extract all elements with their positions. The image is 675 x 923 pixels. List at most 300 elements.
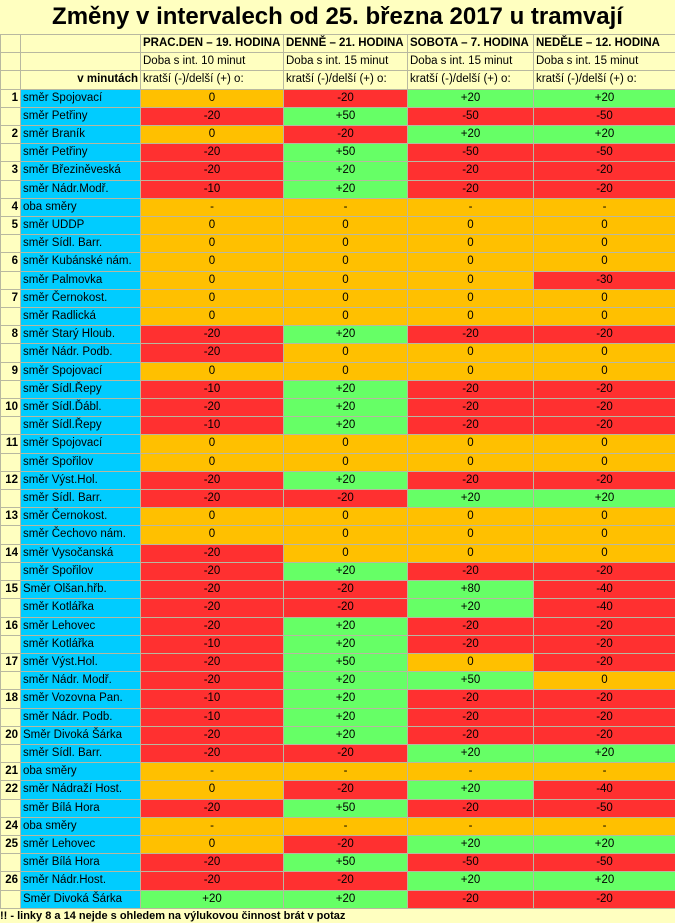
change-cell: 0: [408, 653, 534, 671]
direction-cell: oba směry: [21, 817, 141, 835]
direction-cell: směr Spořilov: [21, 453, 141, 471]
table-row: [1, 526, 675, 544]
change-cell: -: [534, 198, 675, 216]
line-number: [1, 562, 21, 580]
direction-cell: směr Bílá Hora: [21, 799, 141, 817]
header-row-interval: [1, 53, 675, 71]
direction-cell: směr Braník: [21, 126, 141, 144]
change-cell: -20: [141, 471, 284, 489]
change-cell: +20: [284, 708, 408, 726]
table-row: [1, 690, 675, 708]
change-cell: 0: [408, 544, 534, 562]
change-cell: -: [408, 198, 534, 216]
table-row: [1, 253, 675, 271]
change-cell: 0: [141, 89, 284, 107]
table-row: [1, 198, 675, 216]
table-row: [1, 289, 675, 307]
change-cell: -20: [534, 380, 675, 398]
direction-cell: směr Lehovec: [21, 617, 141, 635]
change-cell: 0: [534, 289, 675, 307]
change-cell: -20: [141, 107, 284, 125]
direction-cell: Směr Divoká Šárka: [21, 890, 141, 908]
change-cell: 0: [141, 453, 284, 471]
table-row: [1, 581, 675, 599]
change-cell: -20: [141, 854, 284, 872]
change-cell: -20: [408, 399, 534, 417]
change-cell: 0: [141, 362, 284, 380]
change-cell: +20: [534, 744, 675, 762]
change-cell: -20: [534, 326, 675, 344]
change-cell: 0: [141, 781, 284, 799]
line-number: 17: [1, 653, 21, 671]
line-number: [1, 380, 21, 398]
change-cell: 0: [284, 544, 408, 562]
change-cell: -20: [408, 326, 534, 344]
header-interval: Doba s int. 15 minut: [534, 53, 675, 71]
change-cell: -20: [284, 599, 408, 617]
change-cell: +20: [284, 726, 408, 744]
change-cell: -40: [534, 599, 675, 617]
change-cell: -20: [408, 417, 534, 435]
change-cell: -50: [534, 854, 675, 872]
line-number: [1, 890, 21, 908]
direction-cell: směr Březiněveská: [21, 162, 141, 180]
direction-cell: směr Bílá Hora: [21, 854, 141, 872]
direction-cell: směr Nádr. Modř.: [21, 672, 141, 690]
change-cell: -20: [141, 672, 284, 690]
line-number: 4: [1, 198, 21, 216]
line-number: 11: [1, 435, 21, 453]
change-cell: 0: [534, 544, 675, 562]
line-number: [1, 799, 21, 817]
table-row: [1, 217, 675, 235]
table-row: [1, 362, 675, 380]
table-row: [1, 89, 675, 107]
units-label: v minutách: [21, 71, 141, 89]
change-cell: -: [141, 817, 284, 835]
direction-cell: směr Radlická: [21, 308, 141, 326]
change-cell: -40: [534, 781, 675, 799]
line-number: 9: [1, 362, 21, 380]
header-interval: Doba s int. 15 minut: [408, 53, 534, 71]
line-number: 22: [1, 781, 21, 799]
change-cell: 0: [534, 672, 675, 690]
change-cell: 0: [534, 362, 675, 380]
change-cell: -20: [284, 781, 408, 799]
change-cell: 0: [141, 835, 284, 853]
change-cell: -20: [534, 635, 675, 653]
table-row: [1, 453, 675, 471]
change-cell: -20: [408, 180, 534, 198]
direction-cell: směr Nádr. Podb.: [21, 708, 141, 726]
line-number: 14: [1, 544, 21, 562]
direction-cell: směr Petřiny: [21, 144, 141, 162]
change-cell: 0: [408, 508, 534, 526]
line-number: 26: [1, 872, 21, 890]
table-row: [1, 726, 675, 744]
table-row: [1, 435, 675, 453]
change-cell: -20: [141, 872, 284, 890]
change-cell: +20: [284, 635, 408, 653]
change-cell: 0: [284, 308, 408, 326]
change-cell: 0: [408, 235, 534, 253]
direction-cell: směr Sídl.Řepy: [21, 417, 141, 435]
change-cell: -20: [141, 599, 284, 617]
header-interval: Doba s int. 15 minut: [284, 53, 408, 71]
page-title: Změny v intervalech od 25. března 2017 u tramvají: [0, 0, 675, 34]
change-cell: -20: [534, 417, 675, 435]
change-cell: -20: [534, 562, 675, 580]
change-cell: 0: [284, 344, 408, 362]
change-cell: -30: [534, 271, 675, 289]
change-cell: -20: [408, 471, 534, 489]
table-row: [1, 744, 675, 762]
change-cell: -50: [408, 854, 534, 872]
change-cell: +20: [534, 490, 675, 508]
change-cell: -: [284, 763, 408, 781]
header-change: kratší (-)/delší (+) o:: [284, 71, 408, 89]
change-cell: +20: [534, 835, 675, 853]
table-row: [1, 144, 675, 162]
line-number: [1, 672, 21, 690]
change-cell: -20: [408, 799, 534, 817]
change-cell: +20: [284, 326, 408, 344]
direction-cell: směr Vozovna Pan.: [21, 690, 141, 708]
line-number: 24: [1, 817, 21, 835]
change-cell: 0: [141, 271, 284, 289]
footer-note: !! - linky 8 a 14 nejde s ohledem na výlukovou činnost brát v potaz: [0, 909, 675, 923]
direction-cell: směr Nádr.Host.: [21, 872, 141, 890]
change-cell: +20: [534, 872, 675, 890]
change-cell: 0: [534, 344, 675, 362]
change-cell: -20: [141, 490, 284, 508]
table-row: [1, 471, 675, 489]
change-cell: +20: [284, 690, 408, 708]
change-cell: -10: [141, 180, 284, 198]
change-cell: -20: [141, 744, 284, 762]
direction-cell: oba směry: [21, 763, 141, 781]
table-row: [1, 781, 675, 799]
direction-cell: směr Palmovka: [21, 271, 141, 289]
change-cell: +20: [408, 835, 534, 853]
line-number: [1, 744, 21, 762]
table-row: [1, 399, 675, 417]
table-row: [1, 417, 675, 435]
table-row: [1, 708, 675, 726]
change-cell: -20: [534, 890, 675, 908]
table-row: [1, 763, 675, 781]
change-cell: -: [534, 817, 675, 835]
change-cell: +20: [284, 672, 408, 690]
table-row: [1, 126, 675, 144]
line-number: 7: [1, 289, 21, 307]
change-cell: -20: [141, 144, 284, 162]
table-row: [1, 326, 675, 344]
change-cell: 0: [408, 308, 534, 326]
change-cell: +20: [284, 417, 408, 435]
header-interval: Doba s int. 10 minut: [141, 53, 284, 71]
change-cell: +50: [284, 144, 408, 162]
change-cell: 0: [284, 508, 408, 526]
change-cell: 0: [284, 235, 408, 253]
line-number: [1, 235, 21, 253]
change-cell: -20: [408, 890, 534, 908]
line-number: 21: [1, 763, 21, 781]
direction-cell: směr Lehovec: [21, 835, 141, 853]
change-cell: -20: [408, 617, 534, 635]
change-cell: 0: [408, 362, 534, 380]
line-number: [1, 344, 21, 362]
change-cell: +20: [408, 126, 534, 144]
change-cell: -50: [408, 107, 534, 125]
change-cell: +20: [284, 380, 408, 398]
change-cell: 0: [534, 235, 675, 253]
direction-cell: směr Kotlářka: [21, 635, 141, 653]
line-number: 16: [1, 617, 21, 635]
change-cell: +20: [408, 490, 534, 508]
change-cell: 0: [534, 508, 675, 526]
table-row: [1, 162, 675, 180]
change-cell: -20: [534, 726, 675, 744]
change-cell: -20: [284, 89, 408, 107]
line-number: [1, 271, 21, 289]
change-cell: +50: [284, 107, 408, 125]
change-cell: -: [408, 763, 534, 781]
line-number: 1: [1, 89, 21, 107]
change-cell: -: [284, 817, 408, 835]
line-number: [1, 144, 21, 162]
change-cell: 0: [141, 435, 284, 453]
change-cell: -20: [141, 581, 284, 599]
change-cell: 0: [284, 435, 408, 453]
change-cell: -20: [534, 653, 675, 671]
change-cell: 0: [284, 453, 408, 471]
change-cell: -20: [284, 835, 408, 853]
change-cell: 0: [284, 289, 408, 307]
direction-cell: směr Čechovo nám.: [21, 526, 141, 544]
change-cell: -20: [534, 708, 675, 726]
interval-table: [0, 34, 675, 909]
table-row: [1, 380, 675, 398]
change-cell: 0: [284, 362, 408, 380]
change-cell: 0: [408, 344, 534, 362]
change-cell: +20: [534, 89, 675, 107]
change-cell: 0: [284, 217, 408, 235]
table-row: [1, 235, 675, 253]
change-cell: -: [284, 198, 408, 216]
direction-cell: směr Nádr.Modř.: [21, 180, 141, 198]
change-cell: +50: [284, 854, 408, 872]
change-cell: 0: [141, 526, 284, 544]
header-day: NEDĚLE – 12. HODINA: [534, 35, 675, 53]
change-cell: 0: [534, 453, 675, 471]
change-cell: -20: [534, 690, 675, 708]
change-cell: -20: [141, 726, 284, 744]
line-number: [1, 526, 21, 544]
change-cell: -50: [408, 144, 534, 162]
change-cell: +20: [534, 126, 675, 144]
change-cell: 0: [534, 308, 675, 326]
change-cell: -50: [534, 799, 675, 817]
line-number: [1, 490, 21, 508]
change-cell: 0: [534, 217, 675, 235]
change-cell: 0: [141, 235, 284, 253]
change-cell: +50: [284, 653, 408, 671]
line-number: [1, 599, 21, 617]
line-number: [1, 854, 21, 872]
line-number: [1, 708, 21, 726]
table-row: [1, 508, 675, 526]
line-number: 12: [1, 471, 21, 489]
direction-cell: směr Sídl. Barr.: [21, 235, 141, 253]
change-cell: +80: [408, 581, 534, 599]
direction-cell: směr Nádr. Podb.: [21, 344, 141, 362]
change-cell: -20: [284, 126, 408, 144]
table-row: [1, 635, 675, 653]
line-number: 5: [1, 217, 21, 235]
table-row: [1, 599, 675, 617]
change-cell: 0: [284, 526, 408, 544]
change-cell: 0: [284, 253, 408, 271]
line-number: 3: [1, 162, 21, 180]
direction-cell: oba směry: [21, 198, 141, 216]
line-number: 15: [1, 581, 21, 599]
direction-cell: směr Výst.Hol.: [21, 653, 141, 671]
direction-cell: směr Kubánské nám.: [21, 253, 141, 271]
table-row: [1, 344, 675, 362]
change-cell: -: [534, 763, 675, 781]
change-cell: -40: [534, 581, 675, 599]
change-cell: -20: [408, 380, 534, 398]
change-cell: -20: [534, 399, 675, 417]
direction-cell: směr Kotlářka: [21, 599, 141, 617]
change-cell: +20: [408, 599, 534, 617]
change-cell: -20: [534, 471, 675, 489]
change-cell: -10: [141, 690, 284, 708]
change-cell: -: [408, 817, 534, 835]
change-cell: 0: [408, 435, 534, 453]
change-cell: +20: [408, 744, 534, 762]
table-row: [1, 672, 675, 690]
change-cell: +20: [284, 471, 408, 489]
change-cell: -20: [408, 162, 534, 180]
change-cell: +20: [284, 890, 408, 908]
change-cell: -20: [141, 653, 284, 671]
change-cell: 0: [534, 435, 675, 453]
direction-cell: směr Spojovací: [21, 362, 141, 380]
direction-cell: směr Výst.Hol.: [21, 471, 141, 489]
change-cell: 0: [141, 308, 284, 326]
table-row: [1, 562, 675, 580]
change-cell: 0: [284, 271, 408, 289]
change-cell: +50: [284, 799, 408, 817]
line-number: 8: [1, 326, 21, 344]
header-day: DENNĚ – 21. HODINA: [284, 35, 408, 53]
direction-cell: směr Spořilov: [21, 562, 141, 580]
direction-cell: směr Sídl. Barr.: [21, 490, 141, 508]
direction-cell: směr Vysočanská: [21, 544, 141, 562]
change-cell: -20: [141, 344, 284, 362]
change-cell: +20: [408, 872, 534, 890]
change-cell: -10: [141, 417, 284, 435]
change-cell: 0: [408, 217, 534, 235]
change-cell: -20: [141, 326, 284, 344]
direction-cell: směr Spojovací: [21, 435, 141, 453]
change-cell: 0: [408, 289, 534, 307]
direction-cell: Směr Olšan.hřb.: [21, 581, 141, 599]
change-cell: 0: [141, 126, 284, 144]
change-cell: -20: [534, 617, 675, 635]
change-cell: -20: [284, 744, 408, 762]
line-number: 25: [1, 835, 21, 853]
line-number: [1, 635, 21, 653]
change-cell: -20: [141, 562, 284, 580]
direction-cell: směr Nádraží Host.: [21, 781, 141, 799]
table-row: [1, 872, 675, 890]
change-cell: -: [141, 198, 284, 216]
header-row-days: [1, 35, 675, 53]
direction-cell: směr Sídl.Ďábl.: [21, 399, 141, 417]
table-row: [1, 308, 675, 326]
change-cell: -20: [408, 708, 534, 726]
table-row: [1, 107, 675, 125]
table-row: [1, 490, 675, 508]
table-row: [1, 890, 675, 908]
direction-cell: Směr Divoká Šárka: [21, 726, 141, 744]
change-cell: 0: [534, 253, 675, 271]
change-cell: -20: [408, 690, 534, 708]
change-cell: +20: [284, 399, 408, 417]
line-number: [1, 180, 21, 198]
direction-cell: směr Sídl. Barr.: [21, 744, 141, 762]
table-row: [1, 653, 675, 671]
change-cell: -10: [141, 635, 284, 653]
direction-cell: směr Černokost.: [21, 289, 141, 307]
change-cell: -20: [141, 399, 284, 417]
change-cell: -10: [141, 380, 284, 398]
line-number: 13: [1, 508, 21, 526]
change-cell: -20: [141, 544, 284, 562]
change-cell: +20: [141, 890, 284, 908]
direction-cell: směr Starý Hloub.: [21, 326, 141, 344]
change-cell: -20: [284, 490, 408, 508]
table-row: [1, 617, 675, 635]
table-row: [1, 817, 675, 835]
table-row: [1, 544, 675, 562]
change-cell: -20: [408, 562, 534, 580]
change-cell: -20: [141, 799, 284, 817]
change-cell: -20: [141, 617, 284, 635]
table-row: [1, 854, 675, 872]
change-cell: 0: [408, 253, 534, 271]
change-cell: +20: [284, 180, 408, 198]
change-cell: -50: [534, 107, 675, 125]
line-number: 2: [1, 126, 21, 144]
change-cell: +20: [284, 162, 408, 180]
change-cell: +50: [408, 672, 534, 690]
header-row-change: [1, 71, 675, 89]
change-cell: 0: [141, 289, 284, 307]
line-number: 6: [1, 253, 21, 271]
line-number: 20: [1, 726, 21, 744]
header-change: kratší (-)/delší (+) o:: [141, 71, 284, 89]
change-cell: 0: [408, 453, 534, 471]
header-day: PRAC.DEN – 19. HODINA: [141, 35, 284, 53]
direction-cell: směr Spojovací: [21, 89, 141, 107]
line-number: [1, 417, 21, 435]
change-cell: +20: [284, 617, 408, 635]
change-cell: +20: [408, 89, 534, 107]
